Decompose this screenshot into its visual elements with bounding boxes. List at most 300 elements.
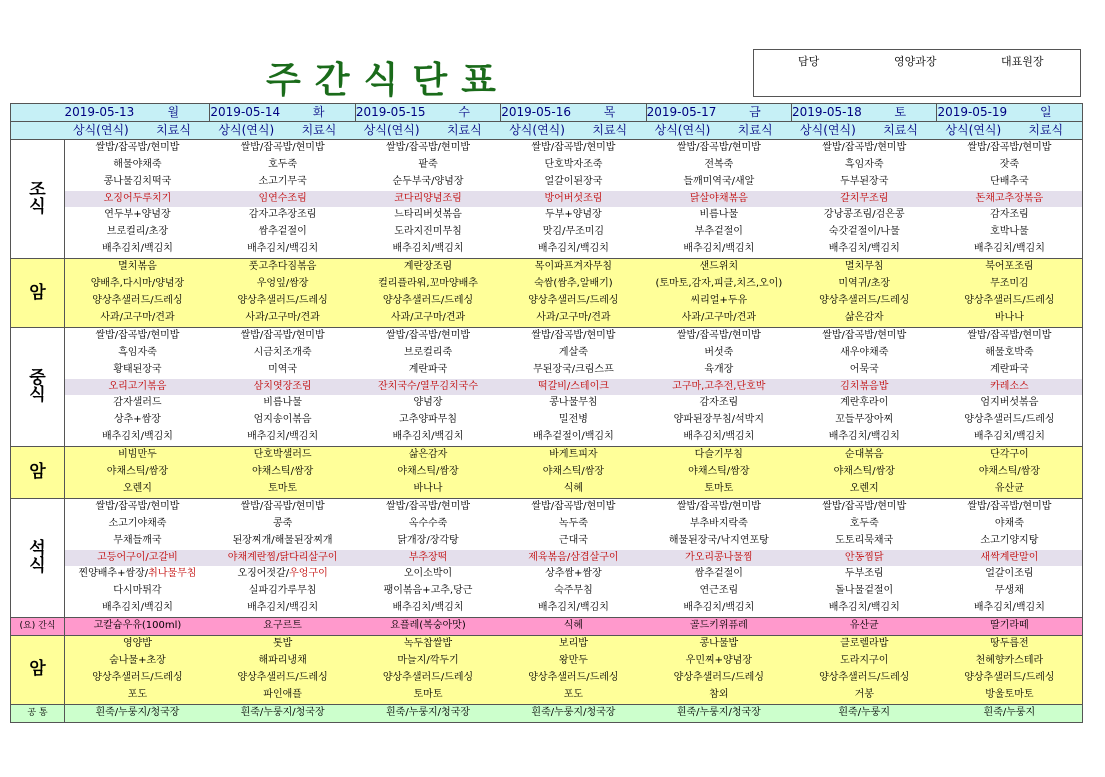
menu-cell: 쌀밥/잡곡밥/현미밥 xyxy=(792,327,937,344)
menu-cell: 된장찌개/해물된장찌개 xyxy=(210,533,355,550)
menu-cell: 쌈추겉절이 xyxy=(646,566,791,583)
type-regular: 상식(연식) xyxy=(646,121,719,139)
date-cell: 2019-05-14 xyxy=(210,104,283,122)
menu-cell: 우엉잎/쌈장 xyxy=(210,276,355,293)
menu-cell: 단배추국 xyxy=(937,174,1082,191)
menu-cell: 고등어구이/고갈비 xyxy=(65,550,210,567)
menu-cell: 배추김치/백김치 xyxy=(792,600,937,617)
menu-cell: 배추김치/백김치 xyxy=(792,429,937,446)
menu-cell: 포도 xyxy=(501,687,646,704)
menu-cell: 육개장 xyxy=(646,362,791,379)
menu-cell: 오징어두루치기 xyxy=(65,191,210,208)
menu-cell: 배추김치/백김치 xyxy=(210,429,355,446)
menu-cell: 배추김치/백김치 xyxy=(355,241,500,258)
menu-cell: 돌나물겉절이 xyxy=(792,583,937,600)
menu-cell: 배추김치/백김치 xyxy=(65,429,210,446)
menu-cell: 거봉 xyxy=(792,687,937,704)
menu-cell: 해물야채죽 xyxy=(65,157,210,174)
menu-cell: 목이파프겨자무침 xyxy=(501,259,646,276)
menu-cell: 멸치볶음 xyxy=(65,259,210,276)
meal-label: (요) 간식 xyxy=(11,618,65,636)
menu-cell: 양상추샐러드/드레싱 xyxy=(65,670,210,687)
menu-row xyxy=(11,207,1083,224)
type-therapeutic: 치료식 xyxy=(864,121,937,139)
menu-row xyxy=(11,293,1083,310)
menu-cell: 두부된장국 xyxy=(792,174,937,191)
menu-cell: 영양밥 xyxy=(65,636,210,653)
menu-row xyxy=(11,412,1083,429)
menu-cell: 배추김치/백김치 xyxy=(937,429,1082,446)
menu-cell: 소고기양지탕 xyxy=(937,533,1082,550)
menu-cell: 오렌지 xyxy=(65,481,210,498)
menu-cell: 돈채고추장볶음 xyxy=(937,191,1082,208)
menu-cell: 콩나물밥 xyxy=(646,636,791,653)
page-title: 주간식단표 xyxy=(266,60,510,101)
menu-cell: 오리고기볶음 xyxy=(65,379,210,396)
menu-row xyxy=(11,516,1083,533)
menu-cell: 토마토 xyxy=(210,481,355,498)
menu-cell: 닭개장/장각탕 xyxy=(355,533,500,550)
date-cell: 2019-05-18 xyxy=(792,104,865,122)
menu-cell: 무생채 xyxy=(937,583,1082,600)
menu-cell: 소고기무국 xyxy=(210,174,355,191)
menu-cell: 계란장조림 xyxy=(355,259,500,276)
menu-cell: 양상추샐러드/드레싱 xyxy=(501,293,646,310)
menu-row xyxy=(11,566,1083,583)
menu-cell: 찐양배추+쌈장/취나물무침 xyxy=(65,566,210,583)
menu-row xyxy=(11,583,1083,600)
type-regular: 상식(연식) xyxy=(937,121,1010,139)
approval-director: 대표원장 xyxy=(1001,55,1044,68)
menu-cell: 배추김치/백김치 xyxy=(646,241,791,258)
menu-cell: 오징어젓갈/우엉구이 xyxy=(210,566,355,583)
menu-cell: 보리밥 xyxy=(501,636,646,653)
menu-row xyxy=(11,636,1083,653)
weekday-cell: 화 xyxy=(283,104,356,122)
menu-row xyxy=(11,653,1083,670)
menu-cell: 유산균 xyxy=(937,481,1082,498)
menu-cell: 양상추샐러드/드레싱 xyxy=(937,293,1082,310)
menu-cell: 부추겉절이 xyxy=(646,224,791,241)
menu-cell: 배추김치/백김치 xyxy=(501,600,646,617)
menu-cell: 배추김치/백김치 xyxy=(355,429,500,446)
menu-cell: 흰죽/누룽지/청국장 xyxy=(501,704,646,722)
menu-cell: 삶은감자 xyxy=(355,447,500,464)
approval-staff: 담당 xyxy=(798,55,820,68)
menu-cell: 바나나 xyxy=(355,481,500,498)
type-regular: 상식(연식) xyxy=(501,121,574,139)
menu-cell: 두부조림 xyxy=(792,566,937,583)
weekday-cell: 일 xyxy=(1010,104,1083,122)
menu-cell: 요구르트 xyxy=(210,618,355,636)
menu-cell: 사과/고구마/견과 xyxy=(501,310,646,327)
corner-cell xyxy=(11,104,65,122)
menu-row xyxy=(11,362,1083,379)
menu-cell: 감자샐러드 xyxy=(65,395,210,412)
menu-cell: 씨리얼+두유 xyxy=(646,293,791,310)
type-therapeutic: 치료식 xyxy=(1010,121,1083,139)
menu-cell: 도토리묵채국 xyxy=(792,533,937,550)
menu-cell: 양상추샐러드/드레싱 xyxy=(792,670,937,687)
menu-cell: 양상추샐러드/드레싱 xyxy=(646,670,791,687)
menu-cell: 고구마,고추전,단호박 xyxy=(646,379,791,396)
menu-cell: 황태된장국 xyxy=(65,362,210,379)
menu-cell: 배추김치/백김치 xyxy=(792,241,937,258)
menu-cell: 두부+양념장 xyxy=(501,207,646,224)
menu-cell: 상추쌈+쌈장 xyxy=(501,566,646,583)
menu-cell: (토마토,감자,피클,치즈,오이) xyxy=(646,276,791,293)
menu-cell: 다시마튀각 xyxy=(65,583,210,600)
menu-cell: 잔치국수/열무김치국수 xyxy=(355,379,500,396)
menu-cell: 근대국 xyxy=(501,533,646,550)
menu-cell: 바게트피자 xyxy=(501,447,646,464)
menu-cell: 쌀밥/잡곡밥/현미밥 xyxy=(646,327,791,344)
date-cell: 2019-05-19 xyxy=(937,104,1010,122)
menu-cell: 카레소스 xyxy=(937,379,1082,396)
menu-cell: 야채죽 xyxy=(937,516,1082,533)
menu-row xyxy=(11,139,1083,156)
menu-cell: 배추김치/백김치 xyxy=(501,241,646,258)
menu-cell: 브로컬리죽 xyxy=(355,345,500,362)
menu-cell: 순대볶음 xyxy=(792,447,937,464)
menu-cell: 왕만두 xyxy=(501,653,646,670)
menu-cell: 녹두찹쌀밥 xyxy=(355,636,500,653)
menu-cell: 배추김치/백김치 xyxy=(937,600,1082,617)
menu-cell: 야채스틱/쌈장 xyxy=(210,464,355,481)
menu-cell: 미역귀/초장 xyxy=(792,276,937,293)
menu-cell: 식혜 xyxy=(501,618,646,636)
weekly-menu-table xyxy=(10,103,1083,723)
menu-cell: 양파된장무침/석박지 xyxy=(646,412,791,429)
menu-row xyxy=(11,379,1083,396)
meal-label: 석 식 xyxy=(11,498,65,617)
meal-label: 조 식 xyxy=(11,139,65,258)
menu-cell: 무조미김 xyxy=(937,276,1082,293)
menu-cell: 쌀밥/잡곡밥/현미밥 xyxy=(65,327,210,344)
weekday-cell: 토 xyxy=(864,104,937,122)
menu-cell: 흑임자죽 xyxy=(792,157,937,174)
menu-cell: 해물된장국/낙지연포탕 xyxy=(646,533,791,550)
menu-cell: 브로컬리/초장 xyxy=(65,224,210,241)
menu-cell: 순두부국/양념장 xyxy=(355,174,500,191)
menu-cell: 참외 xyxy=(646,687,791,704)
weekday-cell: 목 xyxy=(573,104,646,122)
menu-cell: 방울토마토 xyxy=(937,687,1082,704)
menu-cell: 골드키위퓨레 xyxy=(646,618,791,636)
menu-cell: 계란파국 xyxy=(355,362,500,379)
menu-cell: 팥죽 xyxy=(355,157,500,174)
menu-cell: 흰죽/누룽지 xyxy=(792,704,937,722)
menu-cell: 사과/고구마/견과 xyxy=(646,310,791,327)
menu-cell: 포도 xyxy=(65,687,210,704)
menu-cell: 토마토 xyxy=(355,687,500,704)
menu-cell: 멸치무침 xyxy=(792,259,937,276)
menu-row xyxy=(11,429,1083,446)
menu-row xyxy=(11,345,1083,362)
menu-cell: 우민찌+양념장 xyxy=(646,653,791,670)
menu-row xyxy=(11,395,1083,412)
menu-cell: 풋고추다짐볶음 xyxy=(210,259,355,276)
menu-cell: 들깨미역국/새알 xyxy=(646,174,791,191)
menu-cell: 어묵국 xyxy=(792,362,937,379)
menu-cell: 딸기라떼 xyxy=(937,618,1082,636)
menu-cell: 컬리플라워,꼬마양배추 xyxy=(355,276,500,293)
type-therapeutic: 치료식 xyxy=(428,121,501,139)
menu-cell: 고추양파무침 xyxy=(355,412,500,429)
menu-cell: 숙주무침 xyxy=(501,583,646,600)
menu-cell: 계란파국 xyxy=(937,362,1082,379)
menu-cell: 소고기야채죽 xyxy=(65,516,210,533)
weekday-cell: 월 xyxy=(137,104,210,122)
menu-cell: 새우야채죽 xyxy=(792,345,937,362)
menu-row xyxy=(11,327,1083,344)
menu-cell: 배추김치/백김치 xyxy=(937,241,1082,258)
menu-cell: 상추+쌈장 xyxy=(65,412,210,429)
type-therapeutic: 치료식 xyxy=(283,121,356,139)
menu-cell: 맛김/무조미김 xyxy=(501,224,646,241)
menu-cell: 제육볶음/삼겹살구이 xyxy=(501,550,646,567)
menu-cell: 무된장국/크림스프 xyxy=(501,362,646,379)
menu-cell: 야채스틱/쌈장 xyxy=(65,464,210,481)
menu-cell: 양상추샐러드/드레싱 xyxy=(937,412,1082,429)
menu-cell: 배추김치/백김치 xyxy=(646,429,791,446)
weekday-cell: 수 xyxy=(428,104,501,122)
menu-cell: 클로렐라밥 xyxy=(792,636,937,653)
menu-row xyxy=(11,157,1083,174)
menu-cell: 쌀밥/잡곡밥/현미밥 xyxy=(501,327,646,344)
menu-cell: 흰죽/누룽지/청국장 xyxy=(646,704,791,722)
menu-cell: 떡갈비/스테이크 xyxy=(501,379,646,396)
menu-cell: 고칼슘우유(100ml) xyxy=(65,618,210,636)
menu-cell: 감자고추장조림 xyxy=(210,207,355,224)
menu-row xyxy=(11,310,1083,327)
menu-cell: 잣죽 xyxy=(937,157,1082,174)
menu-cell: 양상추샐러드/드레싱 xyxy=(501,670,646,687)
menu-cell: 오이소박이 xyxy=(355,566,500,583)
menu-cell: 사과/고구마/견과 xyxy=(65,310,210,327)
menu-cell: 쌀밥/잡곡밥/현미밥 xyxy=(937,327,1082,344)
menu-cell: 연두부+양념장 xyxy=(65,207,210,224)
menu-cell: 흰죽/누룽지/청국장 xyxy=(355,704,500,722)
menu-cell: 흰죽/누룽지/청국장 xyxy=(210,704,355,722)
menu-cell: 임연수조림 xyxy=(210,191,355,208)
menu-cell: 쌀밥/잡곡밥/현미밥 xyxy=(646,139,791,156)
type-therapeutic: 치료식 xyxy=(137,121,210,139)
approval-manager: 영양과장 xyxy=(894,55,937,68)
menu-cell: 전복죽 xyxy=(646,157,791,174)
menu-cell: 톳밥 xyxy=(210,636,355,653)
menu-cell: 단호박샐러드 xyxy=(210,447,355,464)
menu-cell: 콩나물김치떡국 xyxy=(65,174,210,191)
weekday-cell: 금 xyxy=(719,104,792,122)
menu-cell: 엄지버섯볶음 xyxy=(937,395,1082,412)
menu-cell: 김치볶음밥 xyxy=(792,379,937,396)
menu-cell: 샌드위치 xyxy=(646,259,791,276)
meal-label: 공 통 xyxy=(11,704,65,722)
menu-row xyxy=(11,447,1083,464)
menu-cell: 쌀밥/잡곡밥/현미밥 xyxy=(792,139,937,156)
menu-row xyxy=(11,618,1083,636)
type-therapeutic: 치료식 xyxy=(719,121,792,139)
meal-label: 암 xyxy=(11,636,65,705)
menu-cell: 강낭콩조림/검은콩 xyxy=(792,207,937,224)
menu-cell: 팽이볶음+고추,당근 xyxy=(355,583,500,600)
menu-cell: 비빔만두 xyxy=(65,447,210,464)
menu-cell: 단호박자조죽 xyxy=(501,157,646,174)
menu-cell: 다슬기무침 xyxy=(646,447,791,464)
menu-cell: 실파김가루무침 xyxy=(210,583,355,600)
menu-cell: 오렌지 xyxy=(792,481,937,498)
menu-cell: 삶은감자 xyxy=(792,310,937,327)
menu-cell: 흰죽/누룽지 xyxy=(937,704,1082,722)
menu-cell: 무채들깨국 xyxy=(65,533,210,550)
menu-row xyxy=(11,704,1083,722)
menu-row xyxy=(11,241,1083,258)
menu-cell: 방어버섯조림 xyxy=(501,191,646,208)
menu-cell: 부추바지락죽 xyxy=(646,516,791,533)
menu-cell: 해물호박죽 xyxy=(937,345,1082,362)
menu-cell: 밀전병 xyxy=(501,412,646,429)
type-regular: 상식(연식) xyxy=(65,121,138,139)
menu-row xyxy=(11,498,1083,515)
menu-cell: 쌈추겉절이 xyxy=(210,224,355,241)
menu-cell: 녹두죽 xyxy=(501,516,646,533)
menu-cell: 감자조림 xyxy=(646,395,791,412)
menu-cell: 사과/고구마/견과 xyxy=(355,310,500,327)
date-cell: 2019-05-16 xyxy=(501,104,574,122)
meal-label: 암 xyxy=(11,447,65,499)
menu-row xyxy=(11,481,1083,498)
menu-cell: 미역국 xyxy=(210,362,355,379)
menu-cell: 쌀밥/잡곡밥/현미밥 xyxy=(210,139,355,156)
menu-cell: 엄지송이볶음 xyxy=(210,412,355,429)
menu-cell: 쌀밥/잡곡밥/현미밥 xyxy=(355,139,500,156)
menu-cell: 쌀밥/잡곡밥/현미밥 xyxy=(501,498,646,515)
corner-cell xyxy=(11,121,65,139)
date-cell: 2019-05-17 xyxy=(646,104,719,122)
menu-cell: 콩죽 xyxy=(210,516,355,533)
menu-row xyxy=(11,174,1083,191)
menu-cell: 쌀밥/잡곡밥/현미밥 xyxy=(65,139,210,156)
menu-cell: 콩나물무침 xyxy=(501,395,646,412)
menu-row xyxy=(11,276,1083,293)
menu-cell: 꼬들무장아찌 xyxy=(792,412,937,429)
menu-cell: 호박나물 xyxy=(937,224,1082,241)
menu-cell: 게살죽 xyxy=(501,345,646,362)
menu-cell: 야채스틱/쌈장 xyxy=(355,464,500,481)
menu-cell: 단각구이 xyxy=(937,447,1082,464)
menu-cell: 북어포조림 xyxy=(937,259,1082,276)
menu-cell: 옥수수죽 xyxy=(355,516,500,533)
menu-cell: 바나나 xyxy=(937,310,1082,327)
menu-cell: 배추김치/백김치 xyxy=(210,600,355,617)
menu-cell: 코다리양념조림 xyxy=(355,191,500,208)
menu-cell: 버섯죽 xyxy=(646,345,791,362)
menu-cell: 쌀밥/잡곡밥/현미밥 xyxy=(792,498,937,515)
menu-cell: 닭살야채볶음 xyxy=(646,191,791,208)
menu-cell: 연근조림 xyxy=(646,583,791,600)
menu-cell: 흰죽/누룽지/청국장 xyxy=(65,704,210,722)
date-cell: 2019-05-13 xyxy=(65,104,138,122)
menu-row xyxy=(11,687,1083,704)
menu-cell: 부추장떡 xyxy=(355,550,500,567)
menu-cell: 새싹계란말이 xyxy=(937,550,1082,567)
type-regular: 상식(연식) xyxy=(210,121,283,139)
menu-cell: 마늘지/깍두기 xyxy=(355,653,500,670)
menu-cell: 호두죽 xyxy=(210,157,355,174)
menu-cell: 쌀밥/잡곡밥/현미밥 xyxy=(501,139,646,156)
menu-cell: 양상추샐러드/드레싱 xyxy=(355,670,500,687)
menu-cell: 천혜향카스테라 xyxy=(937,653,1082,670)
menu-cell: 호두죽 xyxy=(792,516,937,533)
type-regular: 상식(연식) xyxy=(355,121,428,139)
menu-cell: 사과/고구마/견과 xyxy=(210,310,355,327)
menu-cell: 배추겉절이/백김치 xyxy=(501,429,646,446)
menu-cell: 양상추샐러드/드레싱 xyxy=(937,670,1082,687)
date-cell: 2019-05-15 xyxy=(355,104,428,122)
menu-cell: 배추김치/백김치 xyxy=(65,600,210,617)
meal-label: 암 xyxy=(11,259,65,328)
type-therapeutic: 치료식 xyxy=(573,121,646,139)
menu-row xyxy=(11,191,1083,208)
menu-row xyxy=(11,550,1083,567)
menu-cell: 삼치엿장조림 xyxy=(210,379,355,396)
menu-cell: 비름나물 xyxy=(210,395,355,412)
menu-cell: 양상추샐러드/드레싱 xyxy=(210,670,355,687)
menu-row xyxy=(11,224,1083,241)
menu-cell: 느타리버섯볶음 xyxy=(355,207,500,224)
menu-cell: 갈치무조림 xyxy=(792,191,937,208)
menu-cell: 배추김치/백김치 xyxy=(355,600,500,617)
menu-cell: 파인애플 xyxy=(210,687,355,704)
menu-cell: 얼갈이조림 xyxy=(937,566,1082,583)
menu-cell: 배추김치/백김치 xyxy=(646,600,791,617)
menu-row xyxy=(11,259,1083,276)
menu-cell: 쌀밥/잡곡밥/현미밥 xyxy=(355,498,500,515)
menu-cell: 양상추샐러드/드레싱 xyxy=(792,293,937,310)
menu-cell: 양상추샐러드/드레싱 xyxy=(65,293,210,310)
menu-cell: 안동찜닭 xyxy=(792,550,937,567)
menu-cell: 쌀밥/잡곡밥/현미밥 xyxy=(646,498,791,515)
menu-cell: 쌀밥/잡곡밥/현미밥 xyxy=(937,139,1082,156)
menu-cell: 감자조림 xyxy=(937,207,1082,224)
menu-cell: 쌀밥/잡곡밥/현미밥 xyxy=(937,498,1082,515)
menu-cell: 야채계란찜/닭다리살구이 xyxy=(210,550,355,567)
menu-cell: 쌀밥/잡곡밥/현미밥 xyxy=(355,327,500,344)
menu-cell: 쌀밥/잡곡밥/현미밥 xyxy=(210,498,355,515)
menu-row xyxy=(11,670,1083,687)
menu-cell: 해파리냉채 xyxy=(210,653,355,670)
type-regular: 상식(연식) xyxy=(792,121,865,139)
menu-cell: 양상추샐러드/드레싱 xyxy=(210,293,355,310)
meal-label: 중 식 xyxy=(11,327,65,446)
menu-cell: 땅두릅전 xyxy=(937,636,1082,653)
menu-cell: 비름나물 xyxy=(646,207,791,224)
menu-cell: 숙쌈(쌈추,알배기) xyxy=(501,276,646,293)
menu-row xyxy=(11,533,1083,550)
menu-cell: 야채스틱/쌈장 xyxy=(792,464,937,481)
menu-cell: 숙갓겉절이/나물 xyxy=(792,224,937,241)
menu-cell: 토마토 xyxy=(646,481,791,498)
menu-cell: 야채스틱/쌈장 xyxy=(937,464,1082,481)
menu-cell: 야채스틱/쌈장 xyxy=(501,464,646,481)
menu-cell: 얼갈이된장국 xyxy=(501,174,646,191)
menu-cell: 쌀밥/잡곡밥/현미밥 xyxy=(65,498,210,515)
menu-cell: 양념장 xyxy=(355,395,500,412)
menu-cell: 배추김치/백김치 xyxy=(210,241,355,258)
menu-cell: 요플레(복숭아맛) xyxy=(355,618,500,636)
menu-cell: 양배추,다시마/양념장 xyxy=(65,276,210,293)
